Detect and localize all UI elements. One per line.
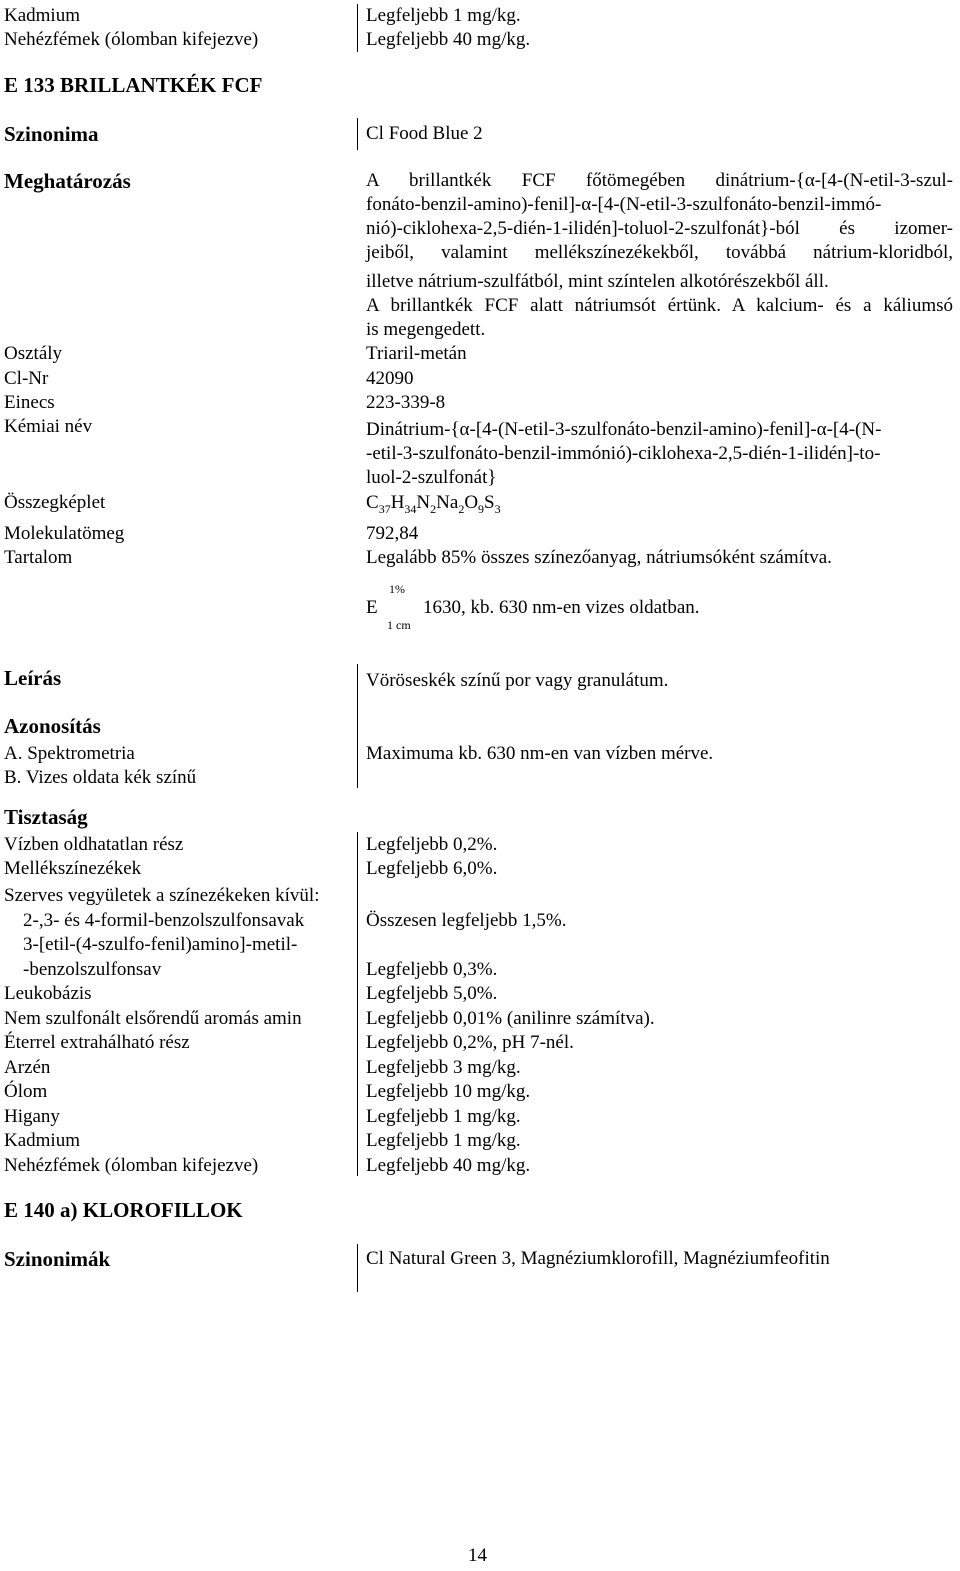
- purity-label: Nem szulfonált elsőrendű aromás amin: [4, 1008, 302, 1029]
- purity-value: Legfeljebb 1 mg/kg.: [366, 1106, 521, 1127]
- formula-subscript: 9: [478, 502, 485, 516]
- spektrometria-label: A. Spektrometria: [4, 743, 135, 764]
- purity-value: Legfeljebb 0,01% (anilinre számítva).: [366, 1008, 655, 1029]
- spektrometria-value: Maximuma kb. 630 nm-en van vízben mérve.: [366, 743, 714, 764]
- meghatarozas-line: illetve nátrium-szulfátból, mint színtelen alkotórészekből áll.: [366, 271, 829, 292]
- purity-value: Legfeljebb 1 mg/kg.: [366, 1130, 521, 1151]
- purity-label: Arzén: [4, 1057, 51, 1078]
- leiras-value: Vöröseskék színű por vagy granulátum.: [366, 670, 669, 691]
- vizes-oldat-label: B. Vizes oldata kék színű: [4, 767, 197, 788]
- clnr-value: 42090: [366, 368, 414, 389]
- formula-element: S: [484, 492, 495, 513]
- meghatarozas-line: nió)-ciklohexa-2,5-dién-1-ilidén]-toluol-2-szulfonát}-ból és izomer-: [366, 218, 953, 239]
- meghatarozas-line: A brillantkék FCF főtömegében dinátrium-{α-[4-(N-etil-3-szul-: [366, 170, 953, 191]
- osztaly-value: Triaril-metán: [366, 343, 467, 364]
- purity-value: Legfeljebb 10 mg/kg.: [366, 1081, 531, 1102]
- top-heavy-metals-label: Nehézfémek (ólomban kifejezve): [4, 29, 259, 50]
- purity-label: Éterrel extrahálható rész: [4, 1032, 190, 1053]
- szinonima-label: Szinonima: [4, 122, 99, 146]
- kemiai-nev-label: Kémiai név: [4, 416, 93, 437]
- formula-subscript: 2: [458, 502, 465, 516]
- szinonima-value: Cl Food Blue 2: [366, 123, 483, 144]
- purity-label: 2-,3- és 4-formil-benzolszulfonsavak: [23, 910, 305, 931]
- meghatarozas-line: jeiből, valamint mellékszínezékekből, továbbá nátrium-kloridból,: [366, 242, 953, 263]
- purity-label: Leukobázis: [4, 983, 92, 1004]
- tisztasag-label: Tisztaság: [4, 805, 88, 829]
- section-title-e133: E 133 BRILLANTKÉK FCF: [4, 73, 263, 97]
- purity-label: Mellékszínezékek: [4, 858, 142, 879]
- purity-value: Legfeljebb 40 mg/kg.: [366, 1155, 531, 1176]
- osszegkeplet-label: Összegképlet: [4, 492, 106, 513]
- kemiai-nev-line: Dinátrium-{α-[4-(N-etil-3-szulfonáto-benzil-amino)-fenil]-α-[4-(N-: [366, 419, 882, 440]
- purity-label: 3-[etil-(4-szulfo-fenil)amino]-metil-: [23, 934, 298, 955]
- tartalom-value: Legalább 85% összes színezőanyag, nátriumsóként számítva.: [366, 547, 832, 568]
- section-title-e140: E 140 a) KLOROFILLOK: [4, 1198, 243, 1222]
- purity-value: Legfeljebb 0,3%.: [366, 959, 498, 980]
- purity-value: Legfeljebb 6,0%.: [366, 858, 498, 879]
- purity-value: Legfeljebb 3 mg/kg.: [366, 1057, 521, 1078]
- extinction-subscript: 1 cm: [387, 618, 411, 632]
- formula-subscript: 3: [494, 502, 501, 516]
- kemiai-nev-line: luol-2-szulfonát}: [366, 467, 497, 488]
- einecs-label: Einecs: [4, 392, 55, 413]
- osztaly-label: Osztály: [4, 343, 63, 364]
- molekulatomeg-label: Molekulatömeg: [4, 523, 125, 544]
- column-divider-leiras: [357, 664, 358, 788]
- szinonimak-value: Cl Natural Green 3, Magnéziumklorofill, Magnéziumfeofitin: [366, 1248, 830, 1269]
- top-kadmium-label: Kadmium: [4, 5, 80, 26]
- leiras-label: Leírás: [4, 666, 62, 690]
- formula-subscript: 2: [430, 502, 437, 516]
- purity-value: Legfeljebb 0,2%, pH 7-nél.: [366, 1032, 574, 1053]
- kemiai-nev-line: -etil-3-szulfonáto-benzil-immónió)-ciklohexa-2,5-dién-1-ilidén]-to-: [366, 443, 881, 464]
- page-number: 14: [468, 1545, 487, 1566]
- formula-element: C: [366, 492, 379, 513]
- formula-element: H: [390, 492, 405, 513]
- azonositas-label: Azonosítás: [4, 714, 101, 738]
- szinonimak-label: Szinonimák: [4, 1247, 111, 1271]
- column-divider-tisztasag: [357, 832, 358, 1176]
- clnr-label: Cl-Nr: [4, 368, 49, 389]
- formula-element: O: [464, 492, 479, 513]
- meghatarozas-label: Meghatározás: [4, 169, 131, 193]
- formula-subscript: 37: [378, 502, 391, 516]
- einecs-value: 223-339-8: [366, 392, 446, 413]
- extinction-symbol: E: [366, 597, 378, 618]
- purity-label: Vízben oldhatatlan rész: [4, 834, 184, 855]
- purity-label: Nehézfémek (ólomban kifejezve): [4, 1155, 259, 1176]
- formula-element: Na: [436, 492, 459, 513]
- molekulatomeg-value: 792,84: [366, 523, 419, 544]
- meghatarozas-line: A brillantkék FCF alatt nátriumsót értünk. A kalcium- és a káliumsó: [366, 295, 953, 316]
- column-divider-szinonima: [357, 118, 358, 150]
- meghatarozas-line: fonáto-benzil-amino)-fenil]-α-[4-(N-etil-3-szulfonáto-benzil-immó-: [366, 194, 882, 215]
- purity-label: Ólom: [4, 1081, 48, 1102]
- meghatarozas-line: is megengedett.: [366, 319, 486, 340]
- purity-label: -benzolszulfonsav: [23, 959, 162, 980]
- formula-element: N: [416, 492, 431, 513]
- purity-value: Legfeljebb 0,2%.: [366, 834, 498, 855]
- extinction-value: 1630, kb. 630 nm-en vizes oldatban.: [423, 597, 700, 618]
- column-divider-szinonimak: [357, 1244, 358, 1292]
- purity-value: Összesen legfeljebb 1,5%.: [366, 910, 567, 931]
- purity-value: Legfeljebb 5,0%.: [366, 983, 498, 1004]
- column-divider-top: [357, 4, 358, 52]
- extinction-superscript: 1%: [389, 582, 405, 596]
- purity-label: Kadmium: [4, 1130, 80, 1151]
- tartalom-label: Tartalom: [4, 547, 73, 568]
- molecular-formula: [366, 491, 501, 515]
- top-kadmium-value: Legfeljebb 1 mg/kg.: [366, 5, 521, 26]
- purity-label: Higany: [4, 1106, 60, 1127]
- formula-subscript: 34: [404, 502, 417, 516]
- top-heavy-metals-value: Legfeljebb 40 mg/kg.: [366, 29, 531, 50]
- purity-label: Szerves vegyületek a színezékeken kívül:: [4, 885, 320, 906]
